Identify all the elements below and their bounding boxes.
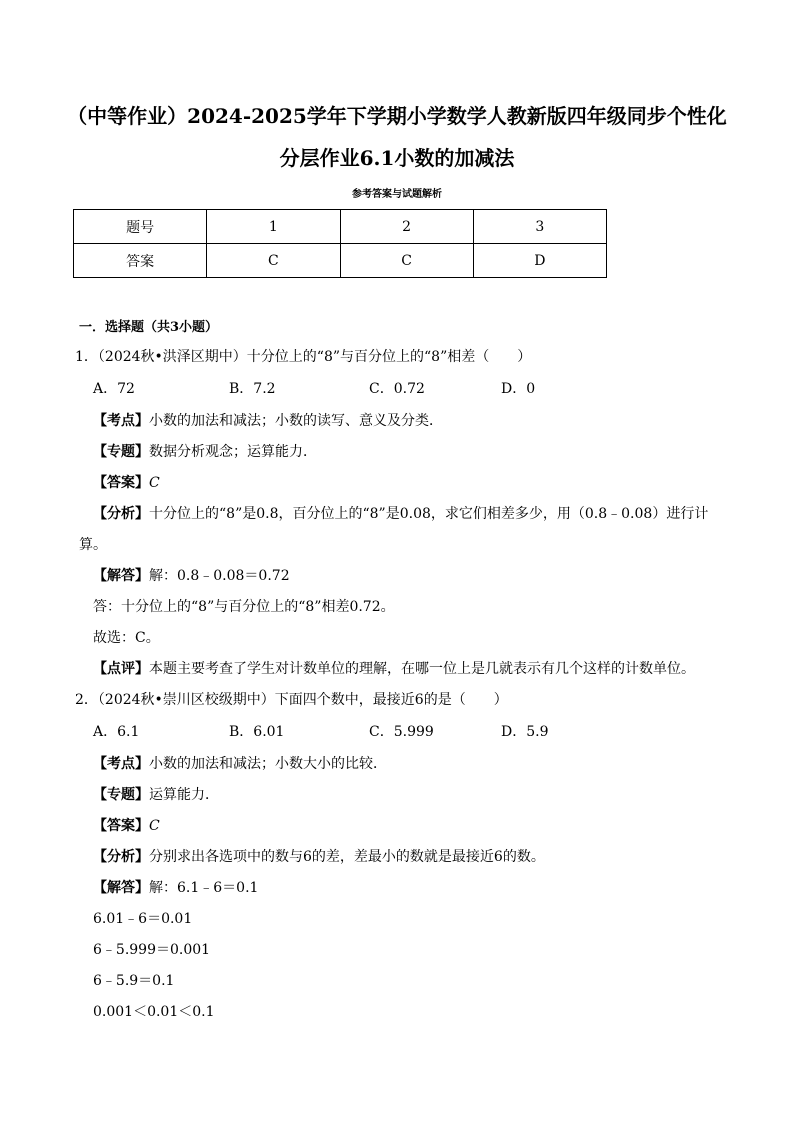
question-1-option-d: D．0: [501, 381, 536, 397]
daan-label: 【答案】: [93, 818, 149, 834]
question-1-fenxi: [93, 504, 708, 524]
table-cell: D: [473, 244, 606, 278]
dianping-label: 【点评】: [93, 661, 149, 677]
daan-label: 【答案】: [93, 475, 149, 491]
question-2-jieda: [93, 878, 258, 898]
document-title-line-1: （中等作业）2024-2025学年下学期小学数学人教新版四年级同步个性化: [67, 104, 727, 128]
calc-line: 6﹣5.9＝0.1: [93, 973, 175, 989]
question-2-option-c: C．5.999: [369, 724, 434, 740]
table-cell: C: [207, 244, 340, 278]
jieda-text: 解：0.8﹣0.08＝0.72: [149, 568, 290, 584]
table-cell: C: [340, 244, 473, 278]
document-subtitle: 参考答案与试题解析: [352, 189, 442, 200]
question-1-daan: [93, 473, 160, 493]
question-2-option-b: B．6.01: [229, 724, 285, 740]
calc-line: 6﹣5.999＝0.001: [93, 942, 211, 958]
question-2-option-a: A．6.1: [93, 724, 140, 740]
question-2-kaodian: [93, 754, 387, 774]
kaodian-label: 【考点】: [93, 413, 149, 429]
fenxi-text: 十分位上的“8”是0.8，百分位上的“8”是0.08，求它们相差多少，用（0.8﹣0.08）进行计: [149, 506, 709, 522]
kaodian-text: 小数的加法和减法；小数大小的比较．: [149, 756, 387, 772]
question-2-stem: 2．（2024秋•崇川区校级期中）下面四个数中，最接近6的是（ ）: [75, 692, 508, 708]
calc-line: 0.001＜0.01＜0.1: [93, 1004, 215, 1020]
table-cell: 1: [207, 210, 340, 244]
jieda-label: 【解答】: [93, 880, 149, 896]
zhuanti-text: 数据分析观念；运算能力．: [149, 444, 317, 460]
answer-table: [73, 209, 607, 278]
fenxi-label: 【分析】: [93, 849, 149, 865]
question-2-fenxi: [93, 847, 545, 867]
question-1-kaodian: [93, 411, 443, 431]
table-cell: 3: [473, 210, 606, 244]
question-2-option-d: D．5.9: [501, 724, 549, 740]
daan-text: C: [149, 818, 160, 834]
question-1-zhuanti: [93, 442, 317, 462]
daan-text: C: [149, 475, 160, 491]
question-1-option-c: C．0.72: [369, 381, 425, 397]
answer-table-answer-row: [74, 244, 607, 278]
table-header-cell: 题号: [74, 210, 207, 244]
question-2-zhuanti: [93, 785, 219, 805]
question-1-option-b: B．7.2: [229, 381, 276, 397]
zhuanti-text: 运算能力．: [149, 787, 219, 803]
fenxi-label: 【分析】: [93, 506, 149, 522]
question-1-jieda: [93, 566, 290, 586]
zhuanti-label: 【专题】: [93, 787, 149, 803]
answer-table-number-row: [74, 210, 607, 244]
question-1-choice: 故选：C。: [93, 630, 160, 646]
kaodian-text: 小数的加法和减法；小数的读写、意义及分类．: [149, 413, 443, 429]
zhuanti-label: 【专题】: [93, 444, 149, 460]
question-2-daan: [93, 816, 160, 836]
dianping-text: 本题主要考查了学生对计数单位的理解，在哪一位上是几就表示有几个这样的计数单位。: [149, 661, 695, 677]
question-1-stem: 1．（2024秋•洪泽区期中）十分位上的“8”与百分位上的“8”相差（ ）: [75, 349, 532, 365]
kaodian-label: 【考点】: [93, 756, 149, 772]
jieda-text: 解：6.1﹣6＝0.1: [149, 880, 259, 896]
section-heading: 一．选择题（共3小题）: [79, 320, 219, 335]
question-1-answer-sentence: 答：十分位上的“8”与百分位上的“8”相差0.72。: [93, 599, 395, 615]
question-1-dianping: [93, 659, 695, 679]
document-title-line-2: 分层作业6.1小数的加减法: [279, 146, 515, 170]
question-1-option-a: A．72: [93, 381, 135, 397]
question-1-fenxi-cont: 算。: [79, 537, 107, 553]
table-header-cell: 答案: [74, 244, 207, 278]
jieda-label: 【解答】: [93, 568, 149, 584]
fenxi-text: 分别求出各选项中的数与6的差，差最小的数就是最接近6的数。: [149, 849, 545, 865]
calc-line: 6.01﹣6＝0.01: [93, 911, 193, 927]
table-cell: 2: [340, 210, 473, 244]
